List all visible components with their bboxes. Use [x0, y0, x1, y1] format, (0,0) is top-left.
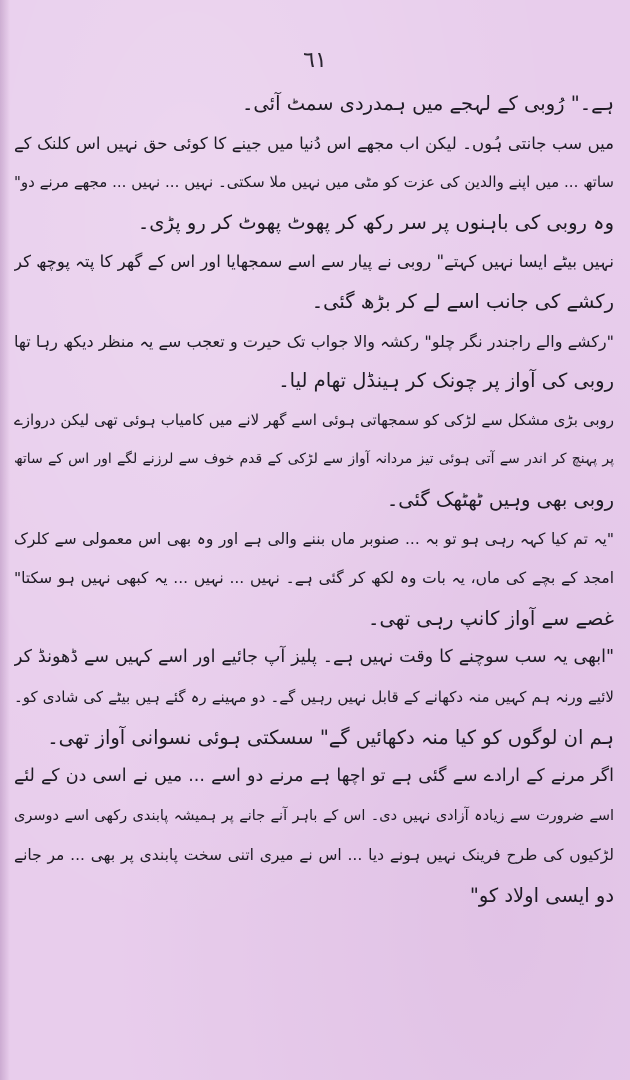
text-line: ساتھ ... میں اپنے والدین کی عزت کو مٹی میں نہیں ملا سکتی۔ نہیں ... نہیں ... مجھے مرنے دو" — [14, 173, 614, 192]
text-line: غصے سے آواز کانپ رہی تھی۔ — [368, 606, 614, 630]
text-line: "یہ تم کیا کہہ رہی ہو تو بہ ... صنوبر ماں بننے والی ہے اور وہ بھی اس معمولی سے کلرک — [14, 529, 614, 548]
text-line: نہیں بیٹے ایسا نہیں کہتے" روبی نے پیار سے اسے سمجھایا اور اس کے گھر کا پتہ پوچھ کر — [14, 252, 614, 272]
body-text — [14, 84, 614, 915]
text-line: روبی بھی وہیں ٹھٹھک گئی۔ — [386, 487, 614, 511]
text-line: اسے ضرورت سے زیادہ آزادی نہیں دی۔ اس کے باہر آنے جانے پر ہمیشہ پابندی رکھی اسے دوسری — [14, 807, 614, 824]
text-line: روبی بڑی مشکل سے لڑکی کو سمجھاتی ہوئی اسے گھر لانے میں کامیاب ہوئی تھی لیکن دروازے — [14, 410, 614, 429]
text-line: پر پہنچ کر اندر سے آتی ہوئی تیز مردانہ آواز سے لڑکی کے قدم خوف سے لرزنے لگے اور اس کے ساتھ — [14, 451, 614, 468]
page-number: ٦١ — [303, 48, 327, 73]
page-edge-shadow — [0, 0, 10, 1080]
text-line: وہ روبی کی باہنوں پر سر رکھ کر پھوٹ پھوٹ کر رو پڑی۔ — [137, 210, 614, 234]
text-line: امجد کے بچے کی ماں، یہ بات وہ لکھ کر گئی ہے۔ نہیں ... نہیں ... یہ کبھی نہیں ہو سکتا" — [14, 569, 614, 588]
text-line: دو ایسی اولاد کو" — [469, 883, 614, 907]
text-line: لائیے ورنہ ہم کہیں منہ دکھانے کے قابل نہیں رہیں گے۔ دو مہینے رہ گئے ہیں بیٹے کی شادی کو۔ — [14, 687, 614, 706]
text-line: روبی کی آواز پر چونک کر ہینڈل تھام لیا۔ — [278, 369, 614, 393]
text-line: ہے۔" رُوبی کے لہجے میں ہمدردی سمٹ آئی۔ — [242, 92, 614, 115]
text-line: میں سب جانتی ہُوں۔ لیکن اب مجھے اس دُنیا میں جینے کا کوئی حق نہیں اس کلنک کے — [14, 133, 614, 153]
text-line: "ابھی یہ سب سوچنے کا وقت نہیں ہے۔ پلیز آپ جائیے اور اسے کہیں سے ڈھونڈ کر — [14, 647, 614, 668]
text-line: لڑکیوں کی طرح فرینک نہیں ہونے دیا ... اس نے میری اتنی سخت پابندی پر بھی ... مر جانے — [14, 846, 614, 865]
text-line: ہم ان لوگوں کو کیا منہ دکھائیں گے" سسکتی ہوئی نسوانی آواز تھی۔ — [47, 725, 614, 749]
text-line: "رکشے والے راجندر نگر چلو" رکشہ والا جواب تک حیرت و تعجب سے یہ منظر دیکھ رہا تھا — [14, 331, 614, 351]
text-line: رکشے کی جانب اسے لے کر بڑھ گئی۔ — [311, 289, 614, 313]
text-line: اگر مرنے کے ارادے سے گئی ہے تو اچھا ہے مرنے دو اسے ... میں نے اسی دن کے لئے — [14, 766, 614, 787]
